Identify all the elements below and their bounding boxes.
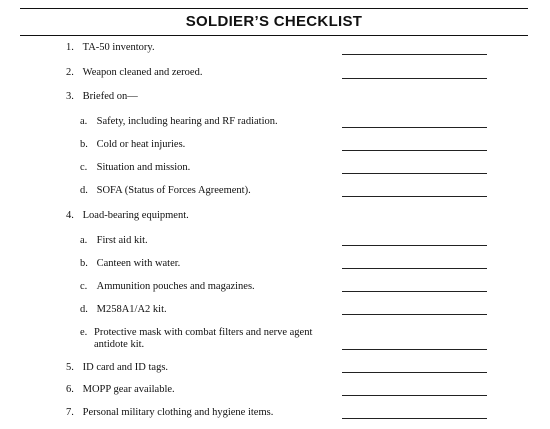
item-letter: a. xyxy=(80,235,88,246)
checkoff-line-2[interactable] xyxy=(342,78,487,79)
item-number: 6. xyxy=(66,384,74,395)
item-number: 7. xyxy=(66,407,74,418)
checklist-item-1 xyxy=(66,42,155,54)
title-bottom-rule xyxy=(20,35,528,36)
checkoff-line-7[interactable] xyxy=(342,418,487,419)
item-text: SOFA (Status of Forces Agreement). xyxy=(96,185,251,196)
checklist-subitem-4b xyxy=(80,258,180,270)
checklist-subitem-4c xyxy=(80,281,255,293)
item-letter: c. xyxy=(80,162,88,173)
checkoff-line-4b[interactable] xyxy=(342,268,487,269)
checkoff-line-5[interactable] xyxy=(342,372,487,373)
checklist-subitem-4a xyxy=(80,235,148,247)
checkoff-line-4a[interactable] xyxy=(342,245,487,246)
checklist-subitem-3d xyxy=(80,185,251,197)
title-top-rule xyxy=(20,8,528,9)
checkoff-line-6[interactable] xyxy=(342,395,487,396)
item-letter: c. xyxy=(80,281,88,292)
item-number: 3. xyxy=(66,91,74,102)
checklist-subitem-3b xyxy=(80,139,185,151)
item-text: Load-bearing equipment. xyxy=(82,210,189,221)
checklist-item-3 xyxy=(66,91,138,103)
checklist-subitem-4e xyxy=(80,327,320,351)
item-text: Briefed on— xyxy=(82,91,138,102)
checkoff-line-1[interactable] xyxy=(342,54,487,55)
item-text: Personal military clothing and hygiene items. xyxy=(82,407,274,418)
checklist-item-6 xyxy=(66,384,175,396)
item-number: 4. xyxy=(66,210,74,221)
item-letter: e. xyxy=(80,327,88,338)
item-letter: b. xyxy=(80,139,88,150)
item-text: M258A1/A2 kit. xyxy=(96,304,167,315)
item-text: Situation and mission. xyxy=(96,162,191,173)
page-title: SOLDIER’S CHECKLIST xyxy=(185,13,363,30)
checklist-item-5 xyxy=(66,362,168,374)
checkoff-line-4e[interactable] xyxy=(342,349,487,350)
item-text: Protective mask with combat filters and nerve agent antidote kit. xyxy=(94,327,313,350)
item-text: Safety, including hearing and RF radiation. xyxy=(96,116,278,127)
item-letter: a. xyxy=(80,116,88,127)
item-text: Ammunition pouches and magazines. xyxy=(96,281,255,292)
checklist-item-7 xyxy=(66,407,273,419)
item-text: First aid kit. xyxy=(96,235,148,246)
checkoff-line-3b[interactable] xyxy=(342,150,487,151)
item-text: Canteen with water. xyxy=(96,258,181,269)
item-number: 1. xyxy=(66,42,74,53)
item-number: 2. xyxy=(66,67,74,78)
checklist-item-2 xyxy=(66,67,202,79)
checklist-subitem-4d xyxy=(80,304,167,316)
item-letter: d. xyxy=(80,304,88,315)
checkoff-line-3d[interactable] xyxy=(342,196,487,197)
item-letter: d. xyxy=(80,185,88,196)
checklist-subitem-3c xyxy=(80,162,190,174)
checkoff-line-3a[interactable] xyxy=(342,127,487,128)
item-text: MOPP gear available. xyxy=(82,384,175,395)
item-text: TA-50 inventory. xyxy=(82,42,155,53)
item-text: Weapon cleaned and zeroed. xyxy=(82,67,203,78)
checkoff-line-3c[interactable] xyxy=(342,173,487,174)
checkoff-line-4d[interactable] xyxy=(342,314,487,315)
item-letter: b. xyxy=(80,258,88,269)
item-text: Cold or heat injuries. xyxy=(96,139,186,150)
checklist-subitem-3a xyxy=(80,116,278,128)
checklist-item-4 xyxy=(66,210,189,222)
item-text: ID card and ID tags. xyxy=(82,362,169,373)
checkoff-line-4c[interactable] xyxy=(342,291,487,292)
title-block xyxy=(20,8,528,36)
item-number: 5. xyxy=(66,362,74,373)
